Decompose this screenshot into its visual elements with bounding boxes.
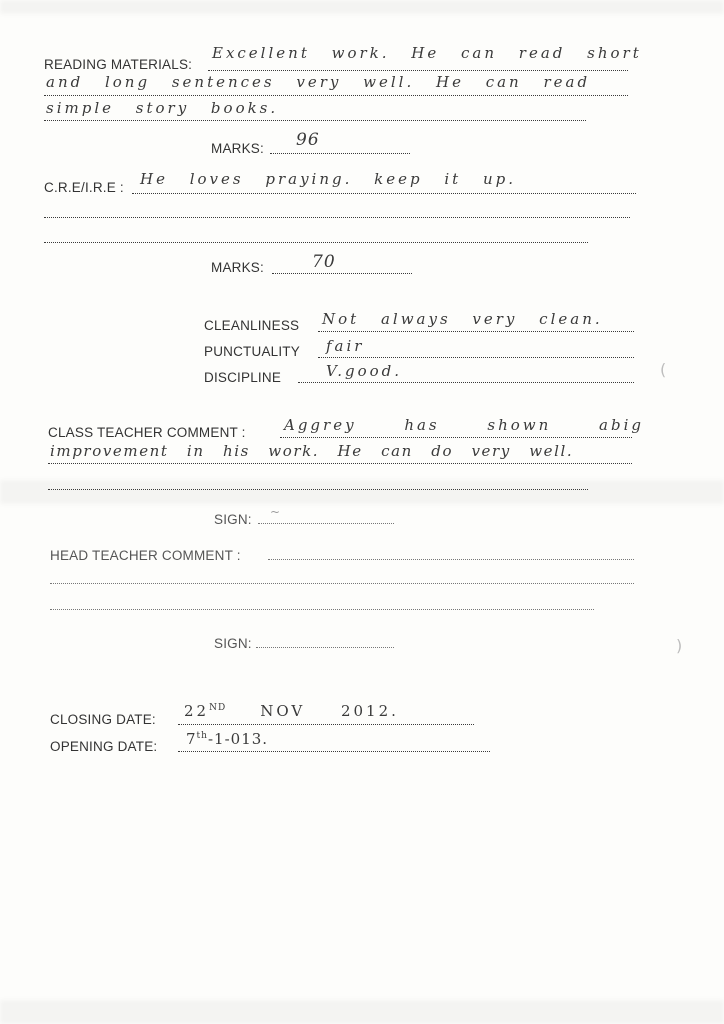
head-teacher-comment-label: HEAD TEACHER COMMENT : [50, 548, 241, 563]
head-teacher-comment-line-3 [50, 609, 594, 610]
head-teacher-sign-label: SIGN: [214, 636, 252, 651]
head-teacher-comment-line-1 [268, 559, 634, 560]
cleanliness-label: CLEANLINESS [204, 318, 300, 333]
reading-comment-line-1 [208, 70, 628, 71]
class-teacher-comment-label: CLASS TEACHER COMMENT : [48, 425, 246, 440]
discipline-line [298, 382, 634, 383]
closing-date-value [184, 702, 399, 720]
head-teacher-comment-line-2 [50, 583, 634, 584]
class-teacher-signature-mark: ~ [270, 505, 281, 519]
reading-materials-label: READING MATERIALS: [44, 57, 193, 72]
scan-mark: ) [676, 636, 683, 655]
class-teacher-comment-line-2 [48, 463, 632, 464]
opening-date-label: OPENING DATE: [50, 739, 158, 754]
reading-comment-text-2: and long sentences very well. He can read [46, 73, 591, 91]
opening-date-day: 7 [186, 730, 197, 748]
closing-date-line [178, 724, 474, 725]
class-teacher-sign-line [258, 523, 394, 524]
reading-marks-label: MARKS: [211, 141, 264, 156]
opening-date-day-suffix: th [196, 731, 208, 741]
reading-comment-line-3 [44, 120, 586, 121]
class-teacher-comment-text-2: improvement in his work. He can do very well. [50, 442, 574, 460]
punctuality-line [318, 357, 634, 358]
class-teacher-comment-line-3 [48, 489, 588, 490]
cre-comment-line-3 [44, 242, 588, 243]
opening-date-month-year: -1-013. [207, 730, 269, 748]
reading-marks-value: 96 [296, 130, 320, 150]
reading-comment-text-3: simple story books. [46, 99, 279, 117]
closing-date-day-suffix: ND [209, 703, 227, 713]
cre-comment-line-1 [132, 193, 636, 194]
discipline-label: DISCIPLINE [204, 370, 282, 385]
class-teacher-comment-line-1 [280, 437, 632, 438]
scan-mark: ( [660, 360, 667, 379]
discipline-value: V.good. [326, 362, 403, 380]
cre-comment-line-2 [44, 217, 630, 218]
scan-smudge [0, 1000, 724, 1024]
cre-marks-value: 70 [312, 252, 336, 272]
scan-smudge [0, 0, 724, 14]
scan-smudge [0, 480, 724, 504]
cleanliness-value: Not always very clean. [322, 310, 603, 328]
closing-date-month-year: NOV 2012. [260, 702, 399, 720]
head-teacher-sign-line [256, 647, 394, 648]
reading-marks-line [270, 153, 410, 154]
punctuality-label: PUNCTUALITY [204, 344, 300, 359]
opening-date-line [178, 751, 490, 752]
closing-date-day: 22 [184, 702, 210, 720]
reading-comment-line-2 [44, 95, 628, 96]
cre-label: C.R.E/I.R.E : [44, 180, 124, 195]
cre-marks-label: MARKS: [211, 260, 264, 275]
cre-marks-line [272, 273, 412, 274]
closing-date-label: CLOSING DATE: [50, 712, 156, 727]
reading-comment-text-1: Excellent work. He can read short [212, 44, 642, 62]
opening-date-value [186, 730, 268, 748]
cre-comment-text: He loves praying. keep it up. [140, 170, 516, 188]
cleanliness-line [318, 331, 634, 332]
class-teacher-comment-text-1: Aggrey has shown abig [284, 416, 644, 434]
punctuality-value: fair [326, 337, 365, 355]
class-teacher-sign-label: SIGN: [214, 512, 252, 527]
